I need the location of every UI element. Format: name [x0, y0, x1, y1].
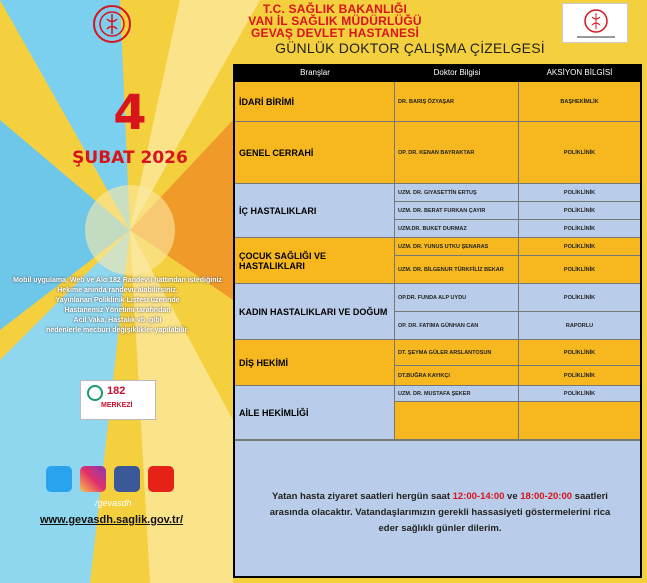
action-info: POLİKLİNİK: [563, 225, 596, 232]
section-dentistry: [235, 340, 640, 386]
doctor-name: OP.DR. FUNDA ALP UYDU: [395, 284, 519, 311]
doctor-name: UZM. DR. BİLGENUR TÜRKFİLİZ BEKAR: [395, 256, 519, 283]
instagram-icon[interactable]: [80, 466, 106, 492]
col-branch: Branşlar: [300, 68, 330, 77]
date-day: 4: [113, 85, 147, 141]
action-info: POLİKLİNİK: [563, 243, 596, 250]
notice-line: Yayınlanan Poliklinik Listesi üzerinde: [55, 297, 180, 304]
doctor-name: DT.BUĞRA KAYIKÇI: [395, 366, 519, 385]
action-info: [519, 402, 640, 439]
schedule-title: GÜNLÜK DOKTOR ÇALIŞMA ÇİZELGESİ: [275, 40, 545, 56]
twitter-icon[interactable]: [46, 466, 72, 492]
branch-name: İÇ HASTALIKLARI: [235, 184, 395, 238]
doctor-name: UZM. DR. MUSTAFA ŞEKER: [395, 386, 519, 401]
section-gynecology: [235, 284, 640, 340]
visiting-hours-panel: [235, 440, 640, 576]
doctor-name: DR. BARIŞ ÖZYAŞAR: [395, 82, 519, 121]
table-row: [395, 312, 640, 340]
visit-text-part: saatleri arasında olacaktır. Vatandaşlarımızın gerekli hassasiyeti göstermelerini rica eder sağlıklı günler dilerim.: [269, 491, 611, 534]
branch-name: KADIN HASTALIKLARI VE DOĞUM: [235, 284, 395, 340]
action-info: POLİKLİNİK: [563, 207, 596, 214]
doctor-name: UZM. DR. YUNUS UTKU ŞENARAS: [395, 238, 519, 255]
table-row: [395, 340, 640, 366]
doctor-name: UZM.DR. BUKET DURMAZ: [395, 220, 519, 237]
visit-time-noon: 12:00-14:00: [452, 491, 505, 502]
doctor-name: OP. DR. FATIMA GÜNHAN CAN: [395, 312, 519, 339]
date-month-year: ŞUBAT 2026: [72, 148, 188, 168]
visit-time-evening: 18:00-20:00: [520, 491, 573, 502]
badge-number: 182: [107, 385, 126, 397]
badge-label: MERKEZİ: [101, 402, 133, 409]
alo-182-badge: [80, 380, 156, 420]
section-internal-medicine: [235, 184, 640, 238]
phone-icon: [87, 385, 103, 401]
table-row: [395, 122, 640, 184]
action-info: POLİKLİNİK: [563, 349, 596, 356]
action-info: POLİKLİNİK: [563, 266, 596, 273]
action-info: POLİKLİNİK: [563, 189, 596, 196]
hospital-name: GEVAŞ DEVLET HASTANESİ: [251, 26, 419, 40]
facebook-icon[interactable]: [114, 466, 140, 492]
table-row: [395, 220, 640, 238]
table-header: [235, 66, 640, 82]
branch-name: DİŞ HEKİMİ: [235, 340, 395, 386]
hospital-header: [200, 3, 470, 39]
social-handle: /gevasdh: [95, 498, 132, 508]
directorate-name: VAN İL SAĞLIK MÜDÜRLÜĞÜ: [248, 14, 422, 28]
social-icons: [46, 466, 174, 492]
branch-name: AİLE HEKİMLİĞİ: [235, 386, 395, 440]
ministry-logo-right: [562, 3, 628, 43]
doctor-name: UZM. DR. BERAT FURKAN ÇAYIR: [395, 202, 519, 219]
ministry-name: T.C. SAĞLIK BAKANLIĞI: [262, 2, 408, 16]
notice-line: nedenlerle mecburi değişiklikler yapılabilir.: [46, 327, 189, 334]
youtube-icon[interactable]: [148, 466, 174, 492]
action-info: POLİKLİNİK: [563, 390, 596, 397]
action-info: POLİKLİNİK: [563, 294, 596, 301]
notice-line: Hastanemiz Yönetimi tarafından: [64, 307, 171, 314]
table-row: [395, 82, 640, 122]
action-info: RAPORLU: [565, 322, 594, 329]
table-row: [395, 284, 640, 312]
table-row: [395, 256, 640, 284]
website-link[interactable]: www.gevasdh.saglik.gov.tr/: [40, 514, 184, 526]
visiting-hours-text: [265, 489, 615, 537]
doctor-name: [395, 402, 519, 439]
doctor-name: DT. ŞEYMA GÜLER ARSLANTOSUN: [395, 340, 519, 365]
schedule-table: [233, 64, 642, 578]
table-row: [395, 184, 640, 202]
table-row: [395, 238, 640, 256]
notice-line: Mobil uygulama, Web ve Alo 182 Randevu hattından istediğiniz: [13, 277, 222, 284]
notice-line: Hekime anında randevu alabilirsiniz.: [57, 287, 178, 294]
doctor-name: OP. DR. KENAN BAYRAKTAR: [395, 122, 519, 183]
table-row: [395, 366, 640, 386]
col-doctor: Doktor Bilgisi: [433, 68, 481, 77]
branch-name: GENEL CERRAHİ: [235, 122, 395, 184]
col-action: AKSİYON BİLGİSİ: [546, 68, 613, 77]
ministry-logo-left: [92, 4, 132, 44]
section-pediatrics: [235, 238, 640, 284]
table-row: [395, 402, 640, 440]
branch-name: İDARİ BİRİMİ: [235, 82, 395, 122]
table-row: [395, 386, 640, 402]
appointment-notice: [0, 276, 235, 336]
action-info: BAŞHEKİMLİK: [560, 98, 599, 105]
branch-name: ÇOCUK SAĞLIĞI VE HASTALIKLARI: [235, 238, 395, 284]
section-family-medicine: [235, 386, 640, 440]
action-info: POLİKLİNİK: [563, 149, 596, 156]
action-info: POLİKLİNİK: [563, 372, 596, 379]
section-admin: [235, 82, 640, 122]
notice-line: Acil Vaka, Hastalık vb. gibi: [73, 317, 162, 324]
doctor-name: UZM. DR. GIYASETTİN ERTUŞ: [395, 184, 519, 201]
section-general-surgery: [235, 122, 640, 184]
visit-text-part: ve: [504, 491, 521, 502]
table-row: [395, 202, 640, 220]
visit-text-part: Yatan hasta ziyaret saatleri hergün saat: [272, 491, 453, 502]
